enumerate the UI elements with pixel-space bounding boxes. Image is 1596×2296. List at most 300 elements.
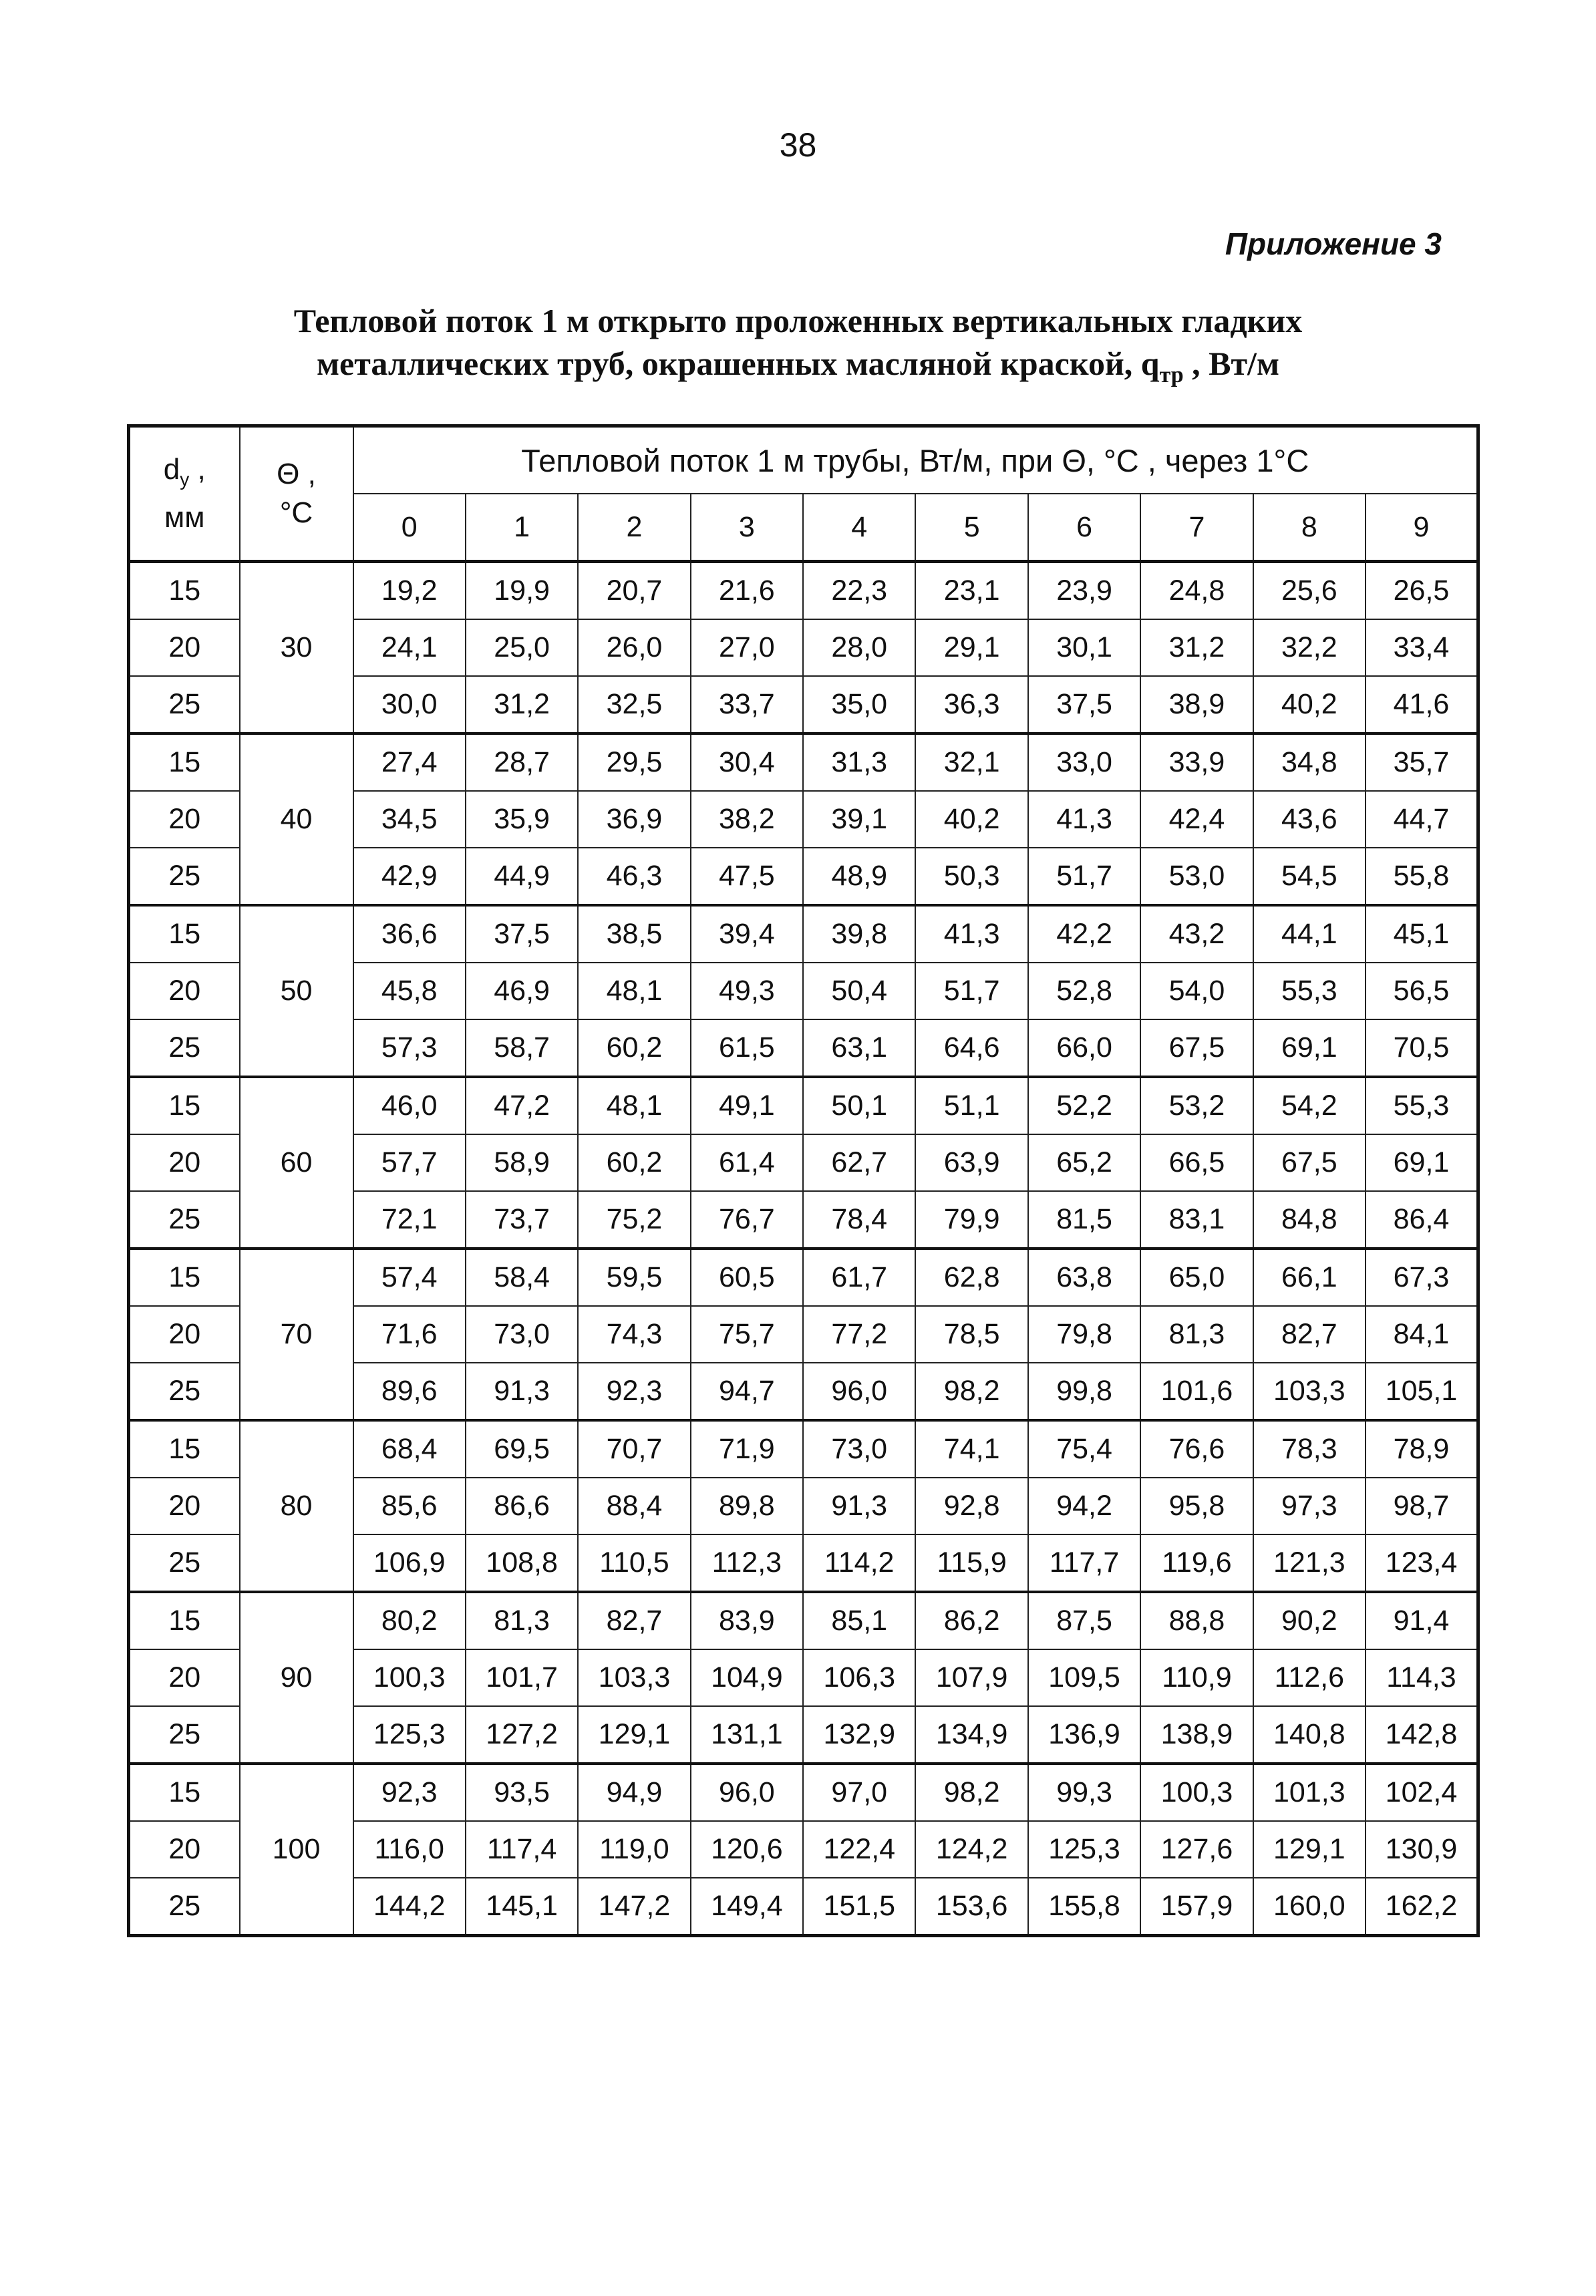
cell-value: 84,1 bbox=[1366, 1306, 1478, 1363]
cell-theta: 80 bbox=[240, 1420, 353, 1592]
cell-value: 101,3 bbox=[1253, 1764, 1366, 1821]
cell-value: 140,8 bbox=[1253, 1706, 1366, 1764]
cell-value: 32,2 bbox=[1253, 619, 1366, 676]
cell-value: 23,1 bbox=[915, 562, 1027, 620]
cell-value: 29,1 bbox=[915, 619, 1027, 676]
cell-value: 58,7 bbox=[466, 1019, 578, 1077]
cell-value: 46,0 bbox=[353, 1077, 466, 1134]
cell-value: 42,9 bbox=[353, 848, 466, 905]
cell-value: 40,2 bbox=[1253, 676, 1366, 733]
cell-dy: 20 bbox=[129, 1649, 240, 1706]
cell-value: 94,9 bbox=[578, 1764, 690, 1821]
cell-value: 83,9 bbox=[691, 1592, 803, 1649]
cell-value: 85,1 bbox=[803, 1592, 915, 1649]
cell-value: 124,2 bbox=[915, 1821, 1027, 1878]
cell-value: 20,7 bbox=[578, 562, 690, 620]
cell-value: 109,5 bbox=[1028, 1649, 1140, 1706]
cell-value: 155,8 bbox=[1028, 1878, 1140, 1936]
cell-value: 102,4 bbox=[1366, 1764, 1478, 1821]
cell-value: 46,9 bbox=[466, 963, 578, 1019]
cell-value: 59,5 bbox=[578, 1249, 690, 1306]
cell-value: 136,9 bbox=[1028, 1706, 1140, 1764]
title-line-2-sub: тр bbox=[1159, 363, 1184, 387]
cell-value: 30,4 bbox=[691, 733, 803, 791]
cell-value: 46,3 bbox=[578, 848, 690, 905]
cell-dy: 15 bbox=[129, 1592, 240, 1649]
cell-value: 115,9 bbox=[915, 1534, 1027, 1592]
cell-value: 35,9 bbox=[466, 791, 578, 848]
cell-value: 132,9 bbox=[803, 1706, 915, 1764]
header-digit: 6 bbox=[1028, 494, 1140, 562]
cell-value: 55,8 bbox=[1366, 848, 1478, 905]
cell-value: 151,5 bbox=[803, 1878, 915, 1936]
cell-value: 50,3 bbox=[915, 848, 1027, 905]
cell-value: 114,2 bbox=[803, 1534, 915, 1592]
cell-value: 31,2 bbox=[1140, 619, 1253, 676]
cell-value: 60,2 bbox=[578, 1134, 690, 1191]
cell-value: 117,4 bbox=[466, 1821, 578, 1878]
cell-value: 127,6 bbox=[1140, 1821, 1253, 1878]
cell-value: 61,5 bbox=[691, 1019, 803, 1077]
title-line-2 bbox=[0, 342, 1596, 397]
cell-value: 81,3 bbox=[466, 1592, 578, 1649]
cell-dy: 15 bbox=[129, 1077, 240, 1134]
cell-value: 100,3 bbox=[1140, 1764, 1253, 1821]
cell-value: 26,5 bbox=[1366, 562, 1478, 620]
cell-value: 28,0 bbox=[803, 619, 915, 676]
cell-value: 84,8 bbox=[1253, 1191, 1366, 1249]
cell-value: 96,0 bbox=[691, 1764, 803, 1821]
header-digit: 1 bbox=[466, 494, 578, 562]
cell-value: 69,1 bbox=[1253, 1019, 1366, 1077]
header-theta-symbol: Θ , bbox=[277, 458, 316, 490]
cell-value: 57,7 bbox=[353, 1134, 466, 1191]
cell-dy: 20 bbox=[129, 1134, 240, 1191]
cell-theta: 40 bbox=[240, 733, 353, 905]
cell-dy: 25 bbox=[129, 676, 240, 733]
cell-value: 119,6 bbox=[1140, 1534, 1253, 1592]
cell-value: 78,5 bbox=[915, 1306, 1027, 1363]
cell-theta: 90 bbox=[240, 1592, 353, 1764]
cell-value: 98,2 bbox=[915, 1363, 1027, 1420]
cell-dy: 20 bbox=[129, 619, 240, 676]
cell-value: 66,5 bbox=[1140, 1134, 1253, 1191]
cell-value: 38,2 bbox=[691, 791, 803, 848]
cell-value: 30,0 bbox=[353, 676, 466, 733]
header-theta-unit: °С bbox=[279, 496, 313, 529]
cell-value: 73,7 bbox=[466, 1191, 578, 1249]
cell-value: 42,2 bbox=[1028, 905, 1140, 963]
title-line-2-suffix: , Вт/м bbox=[1183, 345, 1279, 382]
cell-value: 103,3 bbox=[1253, 1363, 1366, 1420]
cell-value: 34,8 bbox=[1253, 733, 1366, 791]
cell-value: 36,3 bbox=[915, 676, 1027, 733]
table-row bbox=[129, 1764, 1478, 1821]
cell-dy: 15 bbox=[129, 1764, 240, 1821]
header-digit: 9 bbox=[1366, 494, 1478, 562]
cell-value: 162,2 bbox=[1366, 1878, 1478, 1936]
cell-value: 98,7 bbox=[1366, 1478, 1478, 1534]
cell-value: 129,1 bbox=[1253, 1821, 1366, 1878]
cell-value: 47,2 bbox=[466, 1077, 578, 1134]
cell-value: 44,9 bbox=[466, 848, 578, 905]
cell-value: 91,3 bbox=[466, 1363, 578, 1420]
cell-value: 30,1 bbox=[1028, 619, 1140, 676]
cell-value: 40,2 bbox=[915, 791, 1027, 848]
cell-value: 90,2 bbox=[1253, 1592, 1366, 1649]
cell-value: 95,8 bbox=[1140, 1478, 1253, 1534]
cell-dy: 15 bbox=[129, 1249, 240, 1306]
cell-value: 92,8 bbox=[915, 1478, 1027, 1534]
cell-theta: 70 bbox=[240, 1249, 353, 1420]
cell-value: 94,7 bbox=[691, 1363, 803, 1420]
cell-value: 56,5 bbox=[1366, 963, 1478, 1019]
cell-value: 51,7 bbox=[915, 963, 1027, 1019]
page-number: 38 bbox=[779, 126, 817, 164]
header-digit: 8 bbox=[1253, 494, 1366, 562]
cell-value: 78,3 bbox=[1253, 1420, 1366, 1478]
cell-value: 83,1 bbox=[1140, 1191, 1253, 1249]
cell-value: 31,2 bbox=[466, 676, 578, 733]
table-row bbox=[129, 1592, 1478, 1649]
cell-value: 81,5 bbox=[1028, 1191, 1140, 1249]
cell-value: 43,6 bbox=[1253, 791, 1366, 848]
cell-value: 80,2 bbox=[353, 1592, 466, 1649]
cell-value: 92,3 bbox=[578, 1363, 690, 1420]
cell-value: 122,4 bbox=[803, 1821, 915, 1878]
cell-value: 108,8 bbox=[466, 1534, 578, 1592]
cell-value: 74,3 bbox=[578, 1306, 690, 1363]
cell-value: 19,9 bbox=[466, 562, 578, 620]
cell-value: 76,7 bbox=[691, 1191, 803, 1249]
cell-value: 77,2 bbox=[803, 1306, 915, 1363]
table-row bbox=[129, 1077, 1478, 1134]
cell-value: 67,3 bbox=[1366, 1249, 1478, 1306]
cell-value: 69,5 bbox=[466, 1420, 578, 1478]
cell-value: 149,4 bbox=[691, 1878, 803, 1936]
heat-flux-table bbox=[127, 424, 1480, 1937]
cell-value: 81,3 bbox=[1140, 1306, 1253, 1363]
header-digit: 5 bbox=[915, 494, 1027, 562]
cell-value: 33,0 bbox=[1028, 733, 1140, 791]
cell-dy: 15 bbox=[129, 733, 240, 791]
cell-value: 53,2 bbox=[1140, 1077, 1253, 1134]
cell-value: 65,2 bbox=[1028, 1134, 1140, 1191]
cell-value: 63,8 bbox=[1028, 1249, 1140, 1306]
cell-value: 73,0 bbox=[803, 1420, 915, 1478]
cell-value: 105,1 bbox=[1366, 1363, 1478, 1420]
cell-value: 160,0 bbox=[1253, 1878, 1366, 1936]
cell-dy: 20 bbox=[129, 1478, 240, 1534]
cell-value: 121,3 bbox=[1253, 1534, 1366, 1592]
cell-dy: 15 bbox=[129, 562, 240, 620]
cell-value: 61,7 bbox=[803, 1249, 915, 1306]
cell-value: 51,7 bbox=[1028, 848, 1140, 905]
cell-value: 129,1 bbox=[578, 1706, 690, 1764]
cell-value: 112,3 bbox=[691, 1534, 803, 1592]
cell-value: 63,1 bbox=[803, 1019, 915, 1077]
cell-value: 104,9 bbox=[691, 1649, 803, 1706]
cell-value: 41,3 bbox=[915, 905, 1027, 963]
cell-value: 125,3 bbox=[353, 1706, 466, 1764]
header-dy-unit: мм bbox=[164, 501, 205, 534]
cell-value: 91,3 bbox=[803, 1478, 915, 1534]
cell-value: 39,4 bbox=[691, 905, 803, 963]
cell-value: 157,9 bbox=[1140, 1878, 1253, 1936]
cell-value: 58,4 bbox=[466, 1249, 578, 1306]
cell-value: 110,5 bbox=[578, 1534, 690, 1592]
cell-value: 45,8 bbox=[353, 963, 466, 1019]
cell-value: 123,4 bbox=[1366, 1534, 1478, 1592]
cell-value: 117,7 bbox=[1028, 1534, 1140, 1592]
cell-dy: 20 bbox=[129, 963, 240, 1019]
table-row bbox=[129, 562, 1478, 620]
cell-value: 39,8 bbox=[803, 905, 915, 963]
table-title bbox=[0, 299, 1596, 397]
cell-value: 100,3 bbox=[353, 1649, 466, 1706]
cell-value: 43,2 bbox=[1140, 905, 1253, 963]
cell-value: 98,2 bbox=[915, 1764, 1027, 1821]
cell-theta: 50 bbox=[240, 905, 353, 1077]
cell-value: 33,4 bbox=[1366, 619, 1478, 676]
cell-value: 55,3 bbox=[1253, 963, 1366, 1019]
cell-value: 93,5 bbox=[466, 1764, 578, 1821]
cell-theta: 60 bbox=[240, 1077, 353, 1249]
cell-dy: 25 bbox=[129, 1878, 240, 1936]
cell-value: 97,0 bbox=[803, 1764, 915, 1821]
cell-value: 52,8 bbox=[1028, 963, 1140, 1019]
header-theta bbox=[240, 426, 353, 562]
cell-value: 116,0 bbox=[353, 1821, 466, 1878]
cell-value: 42,4 bbox=[1140, 791, 1253, 848]
cell-value: 138,9 bbox=[1140, 1706, 1253, 1764]
cell-value: 101,6 bbox=[1140, 1363, 1253, 1420]
table-row bbox=[129, 1249, 1478, 1306]
cell-dy: 20 bbox=[129, 1821, 240, 1878]
cell-value: 91,4 bbox=[1366, 1592, 1478, 1649]
cell-value: 54,0 bbox=[1140, 963, 1253, 1019]
header-dy bbox=[129, 426, 240, 562]
cell-value: 50,1 bbox=[803, 1077, 915, 1134]
cell-value: 144,2 bbox=[353, 1878, 466, 1936]
cell-value: 27,0 bbox=[691, 619, 803, 676]
cell-value: 75,4 bbox=[1028, 1420, 1140, 1478]
header-digit: 0 bbox=[353, 494, 466, 562]
cell-value: 94,2 bbox=[1028, 1478, 1140, 1534]
cell-value: 23,9 bbox=[1028, 562, 1140, 620]
cell-value: 66,1 bbox=[1253, 1249, 1366, 1306]
cell-value: 57,4 bbox=[353, 1249, 466, 1306]
cell-value: 66,0 bbox=[1028, 1019, 1140, 1077]
cell-value: 67,5 bbox=[1253, 1134, 1366, 1191]
cell-value: 76,6 bbox=[1140, 1420, 1253, 1478]
cell-value: 110,9 bbox=[1140, 1649, 1253, 1706]
cell-value: 44,7 bbox=[1366, 791, 1478, 848]
cell-value: 69,1 bbox=[1366, 1134, 1478, 1191]
cell-value: 36,6 bbox=[353, 905, 466, 963]
cell-value: 89,6 bbox=[353, 1363, 466, 1420]
cell-value: 41,6 bbox=[1366, 676, 1478, 733]
cell-value: 86,2 bbox=[915, 1592, 1027, 1649]
cell-value: 134,9 bbox=[915, 1706, 1027, 1764]
cell-value: 36,9 bbox=[578, 791, 690, 848]
cell-value: 153,6 bbox=[915, 1878, 1027, 1936]
cell-value: 71,9 bbox=[691, 1420, 803, 1478]
cell-value: 87,5 bbox=[1028, 1592, 1140, 1649]
cell-value: 28,7 bbox=[466, 733, 578, 791]
cell-value: 57,3 bbox=[353, 1019, 466, 1077]
cell-value: 44,1 bbox=[1253, 905, 1366, 963]
header-digit: 4 bbox=[803, 494, 915, 562]
cell-value: 97,3 bbox=[1253, 1478, 1366, 1534]
cell-dy: 20 bbox=[129, 791, 240, 848]
cell-value: 142,8 bbox=[1366, 1706, 1478, 1764]
cell-value: 37,5 bbox=[1028, 676, 1140, 733]
cell-value: 82,7 bbox=[1253, 1306, 1366, 1363]
cell-value: 99,8 bbox=[1028, 1363, 1140, 1420]
cell-value: 89,8 bbox=[691, 1478, 803, 1534]
cell-dy: 15 bbox=[129, 1420, 240, 1478]
cell-dy: 25 bbox=[129, 1191, 240, 1249]
header-dy-comma: , bbox=[189, 452, 206, 486]
cell-value: 37,5 bbox=[466, 905, 578, 963]
cell-value: 64,6 bbox=[915, 1019, 1027, 1077]
cell-value: 107,9 bbox=[915, 1649, 1027, 1706]
cell-value: 82,7 bbox=[578, 1592, 690, 1649]
cell-value: 41,3 bbox=[1028, 791, 1140, 848]
cell-value: 92,3 bbox=[353, 1764, 466, 1821]
cell-value: 32,1 bbox=[915, 733, 1027, 791]
cell-value: 55,3 bbox=[1366, 1077, 1478, 1134]
cell-dy: 20 bbox=[129, 1306, 240, 1363]
cell-value: 50,4 bbox=[803, 963, 915, 1019]
cell-value: 85,6 bbox=[353, 1478, 466, 1534]
cell-value: 27,4 bbox=[353, 733, 466, 791]
cell-value: 106,9 bbox=[353, 1534, 466, 1592]
cell-dy: 25 bbox=[129, 1534, 240, 1592]
cell-value: 49,1 bbox=[691, 1077, 803, 1134]
header-dy-subscript: у bbox=[180, 468, 190, 490]
cell-value: 88,4 bbox=[578, 1478, 690, 1534]
cell-value: 54,5 bbox=[1253, 848, 1366, 905]
cell-value: 73,0 bbox=[466, 1306, 578, 1363]
cell-value: 70,7 bbox=[578, 1420, 690, 1478]
cell-value: 48,1 bbox=[578, 1077, 690, 1134]
cell-value: 147,2 bbox=[578, 1878, 690, 1936]
cell-dy: 25 bbox=[129, 1706, 240, 1764]
cell-value: 131,1 bbox=[691, 1706, 803, 1764]
cell-value: 48,1 bbox=[578, 963, 690, 1019]
cell-value: 45,1 bbox=[1366, 905, 1478, 963]
cell-value: 47,5 bbox=[691, 848, 803, 905]
cell-value: 53,0 bbox=[1140, 848, 1253, 905]
cell-value: 112,6 bbox=[1253, 1649, 1366, 1706]
cell-value: 119,0 bbox=[578, 1821, 690, 1878]
cell-value: 52,2 bbox=[1028, 1077, 1140, 1134]
table-row bbox=[129, 905, 1478, 963]
cell-value: 78,9 bbox=[1366, 1420, 1478, 1478]
cell-value: 79,8 bbox=[1028, 1306, 1140, 1363]
appendix-label: Приложение 3 bbox=[1225, 226, 1442, 261]
cell-value: 71,6 bbox=[353, 1306, 466, 1363]
cell-value: 96,0 bbox=[803, 1363, 915, 1420]
cell-value: 72,1 bbox=[353, 1191, 466, 1249]
cell-value: 34,5 bbox=[353, 791, 466, 848]
cell-value: 32,5 bbox=[578, 676, 690, 733]
cell-value: 67,5 bbox=[1140, 1019, 1253, 1077]
cell-value: 65,0 bbox=[1140, 1249, 1253, 1306]
header-digit: 7 bbox=[1140, 494, 1253, 562]
cell-value: 38,9 bbox=[1140, 676, 1253, 733]
cell-value: 62,7 bbox=[803, 1134, 915, 1191]
title-line-2-prefix: металлических труб, окрашенных масляной краской, q bbox=[316, 345, 1160, 382]
cell-value: 60,2 bbox=[578, 1019, 690, 1077]
cell-value: 62,8 bbox=[915, 1249, 1027, 1306]
cell-dy: 15 bbox=[129, 905, 240, 963]
cell-value: 33,7 bbox=[691, 676, 803, 733]
cell-value: 63,9 bbox=[915, 1134, 1027, 1191]
cell-value: 75,7 bbox=[691, 1306, 803, 1363]
cell-value: 26,0 bbox=[578, 619, 690, 676]
table-row bbox=[129, 733, 1478, 791]
cell-value: 103,3 bbox=[578, 1649, 690, 1706]
cell-value: 86,4 bbox=[1366, 1191, 1478, 1249]
cell-value: 33,9 bbox=[1140, 733, 1253, 791]
cell-value: 35,7 bbox=[1366, 733, 1478, 791]
cell-value: 130,9 bbox=[1366, 1821, 1478, 1878]
cell-value: 78,4 bbox=[803, 1191, 915, 1249]
cell-value: 54,2 bbox=[1253, 1077, 1366, 1134]
cell-value: 88,8 bbox=[1140, 1592, 1253, 1649]
cell-value: 106,3 bbox=[803, 1649, 915, 1706]
table-row bbox=[129, 1420, 1478, 1478]
cell-value: 39,1 bbox=[803, 791, 915, 848]
cell-value: 79,9 bbox=[915, 1191, 1027, 1249]
table-header bbox=[129, 426, 1478, 562]
cell-value: 61,4 bbox=[691, 1134, 803, 1191]
cell-value: 101,7 bbox=[466, 1649, 578, 1706]
cell-value: 51,1 bbox=[915, 1077, 1027, 1134]
cell-value: 22,3 bbox=[803, 562, 915, 620]
cell-value: 21,6 bbox=[691, 562, 803, 620]
cell-value: 58,9 bbox=[466, 1134, 578, 1191]
cell-value: 31,3 bbox=[803, 733, 915, 791]
cell-dy: 25 bbox=[129, 1019, 240, 1077]
cell-value: 75,2 bbox=[578, 1191, 690, 1249]
cell-theta: 100 bbox=[240, 1764, 353, 1936]
cell-value: 99,3 bbox=[1028, 1764, 1140, 1821]
header-dy-symbol: d bbox=[163, 452, 180, 486]
cell-value: 24,1 bbox=[353, 619, 466, 676]
header-heat-flux: Тепловой поток 1 м трубы, Вт/м, при Θ, °С , через 1°С bbox=[353, 426, 1478, 494]
cell-value: 48,9 bbox=[803, 848, 915, 905]
cell-value: 68,4 bbox=[353, 1420, 466, 1478]
cell-value: 49,3 bbox=[691, 963, 803, 1019]
cell-value: 120,6 bbox=[691, 1821, 803, 1878]
cell-value: 70,5 bbox=[1366, 1019, 1478, 1077]
cell-value: 19,2 bbox=[353, 562, 466, 620]
cell-dy: 25 bbox=[129, 1363, 240, 1420]
cell-value: 29,5 bbox=[578, 733, 690, 791]
cell-value: 38,5 bbox=[578, 905, 690, 963]
cell-dy: 25 bbox=[129, 848, 240, 905]
cell-value: 25,0 bbox=[466, 619, 578, 676]
header-digit: 3 bbox=[691, 494, 803, 562]
cell-value: 145,1 bbox=[466, 1878, 578, 1936]
title-line-1: Тепловой поток 1 м открыто проложенных вертикальных гладких bbox=[293, 302, 1303, 339]
cell-value: 74,1 bbox=[915, 1420, 1027, 1478]
cell-value: 86,6 bbox=[466, 1478, 578, 1534]
